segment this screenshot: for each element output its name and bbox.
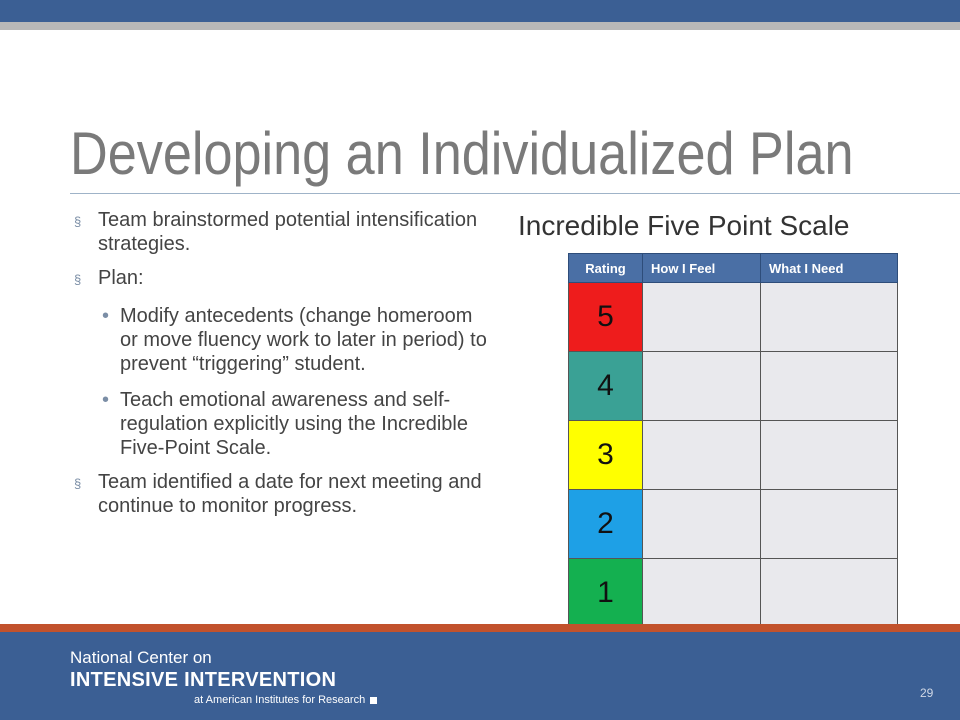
how-i-feel-cell — [643, 352, 761, 421]
bullet-item — [74, 470, 494, 518]
table-row — [569, 490, 898, 559]
header-what-i-need: What I Need — [761, 254, 898, 283]
org-affiliation — [194, 694, 377, 706]
table-row — [569, 352, 898, 421]
how-i-feel-cell — [643, 490, 761, 559]
square-bullet-icon: § — [74, 476, 82, 491]
rating-cell: 1 — [569, 559, 643, 628]
top-banner — [0, 0, 960, 22]
what-i-need-cell — [761, 421, 898, 490]
dot-bullet-icon: • — [102, 305, 110, 327]
bullet-text: Modify antecedents (change homeroom or move fluency work to later in period) to prevent “triggering” student. — [120, 305, 487, 375]
bullet-text: Team identified a date for next meeting and continue to monitor progress. — [98, 471, 482, 517]
square-logo-icon — [370, 697, 377, 704]
what-i-need-cell — [761, 352, 898, 421]
footer-banner — [0, 632, 960, 720]
org-name-line2: INTENSIVE INTERVENTION — [70, 669, 337, 691]
header-how-i-feel: How I Feel — [643, 254, 761, 283]
rating-cell: 5 — [569, 283, 643, 352]
how-i-feel-cell — [643, 283, 761, 352]
org-affiliation-text: at American Institutes for Research — [194, 694, 366, 706]
org-name-line1: National Center on — [70, 648, 212, 667]
what-i-need-cell — [761, 490, 898, 559]
sub-bullet-item — [74, 304, 494, 376]
bullet-text: Teach emotional awareness and self-regulation explicitly using the Incredible Five-Point Scale. — [120, 389, 468, 459]
rating-cell: 2 — [569, 490, 643, 559]
dot-bullet-icon: • — [102, 389, 110, 411]
what-i-need-cell — [761, 283, 898, 352]
scale-title: Incredible Five Point Scale — [518, 210, 850, 241]
footer-accent-line — [0, 624, 960, 632]
title-divider — [70, 193, 960, 194]
bullet-item — [74, 266, 494, 290]
table-row — [569, 283, 898, 352]
bullet-list — [74, 208, 494, 518]
how-i-feel-cell — [643, 421, 761, 490]
page-number: 29 — [920, 686, 934, 700]
square-bullet-icon: § — [74, 214, 82, 229]
table-row — [569, 421, 898, 490]
rating-cell: 3 — [569, 421, 643, 490]
bullet-item — [74, 208, 494, 256]
rating-cell: 4 — [569, 352, 643, 421]
how-i-feel-cell — [643, 559, 761, 628]
header-rating: Rating — [569, 254, 643, 283]
top-banner-shadow — [0, 22, 960, 30]
table-header-row — [569, 254, 898, 283]
table-row — [569, 559, 898, 628]
sub-bullet-item — [74, 388, 494, 460]
slide-title: Developing an Individualized Plan — [70, 120, 854, 187]
five-point-scale-table — [568, 253, 898, 628]
bullet-text: Team brainstormed potential intensification strategies. — [98, 209, 478, 255]
bullet-text: Plan: — [98, 267, 144, 289]
square-bullet-icon: § — [74, 272, 82, 287]
what-i-need-cell — [761, 559, 898, 628]
